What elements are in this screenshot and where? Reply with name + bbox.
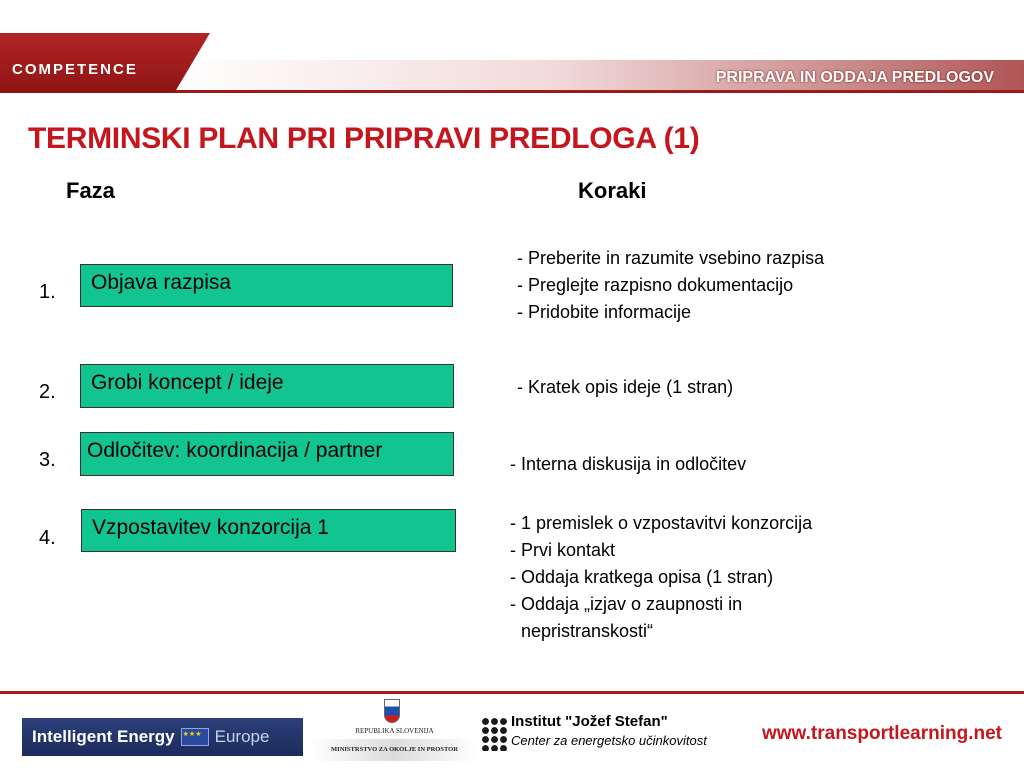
step-item: - 1 premislek o vzpostavitvi konzorcija <box>510 513 813 533</box>
column-header-phase: Faza <box>66 178 115 203</box>
phase-number: 1. <box>39 281 56 303</box>
phase-box-objava-razpisa: Objava razpisa <box>80 264 453 307</box>
website-link[interactable]: www.transportlearning.net <box>762 723 1002 744</box>
ijs-name: Institut "Jožef Stefan" <box>511 713 668 730</box>
phase-number: 4. <box>39 527 56 549</box>
step-item: - Interna diskusija in odločitev <box>510 454 747 474</box>
ministry-logo <box>312 697 477 763</box>
column-header-steps: Koraki <box>578 178 647 203</box>
step-item: - Preglejte razpisno dokumentacijo <box>517 275 794 295</box>
phase-number: 3. <box>39 449 56 471</box>
ministry-republic-text: REPUBLIKA SLOVENIJA <box>355 727 434 735</box>
phase-steps-list <box>517 374 733 401</box>
slide-title: TERMINSKI PLAN PRI PRIPRAVI PREDLOGA (1) <box>28 122 700 155</box>
iee-logo-europe: Europe <box>214 727 270 746</box>
phase-steps-list <box>517 245 824 326</box>
footer-divider <box>0 691 1024 694</box>
ijs-subtitle: Center za energetsko učinkovitost <box>511 733 707 748</box>
phase-box-odlocitev: Odločitev: koordinacija / partner <box>80 432 454 476</box>
step-item: - Oddaja „izjav o zaupnosti in <box>510 594 743 614</box>
phase-steps-list <box>510 510 812 645</box>
step-item: - Oddaja kratkega opisa (1 stran) <box>510 567 774 587</box>
intelligent-energy-europe-logo <box>22 718 303 756</box>
ministry-name-text: MINISTRSTVO ZA OKOLJE IN PROSTOR <box>331 746 458 753</box>
step-item: - Preberite in razumite vsebino razpisa <box>517 248 825 268</box>
phase-steps-list <box>510 451 746 478</box>
header-title: PRIPRAVA IN ODDAJA PREDLOGOV <box>715 69 994 86</box>
step-item: - Pridobite informacije <box>517 302 692 322</box>
phase-box-grobi-koncept: Grobi koncept / ideje <box>80 364 454 408</box>
slovenia-crest-icon <box>384 699 400 723</box>
step-item: - Prvi kontakt <box>510 540 616 560</box>
eu-flag-icon <box>181 728 209 746</box>
brand-logo-text: COMPETENCE <box>12 61 138 78</box>
step-item: - Kratek opis ideje (1 stran) <box>517 377 734 397</box>
ijs-institute-logo <box>478 713 708 753</box>
slide-header <box>0 33 1024 93</box>
iee-logo-text: Intelligent Energy <box>32 727 175 746</box>
phase-box-vzpostavitev-konzorcija: Vzpostavitev konzorcija 1 <box>81 509 456 552</box>
step-item: nepristranskosti“ <box>521 621 654 641</box>
phase-number: 2. <box>39 381 56 403</box>
ijs-dots-icon <box>481 717 507 751</box>
